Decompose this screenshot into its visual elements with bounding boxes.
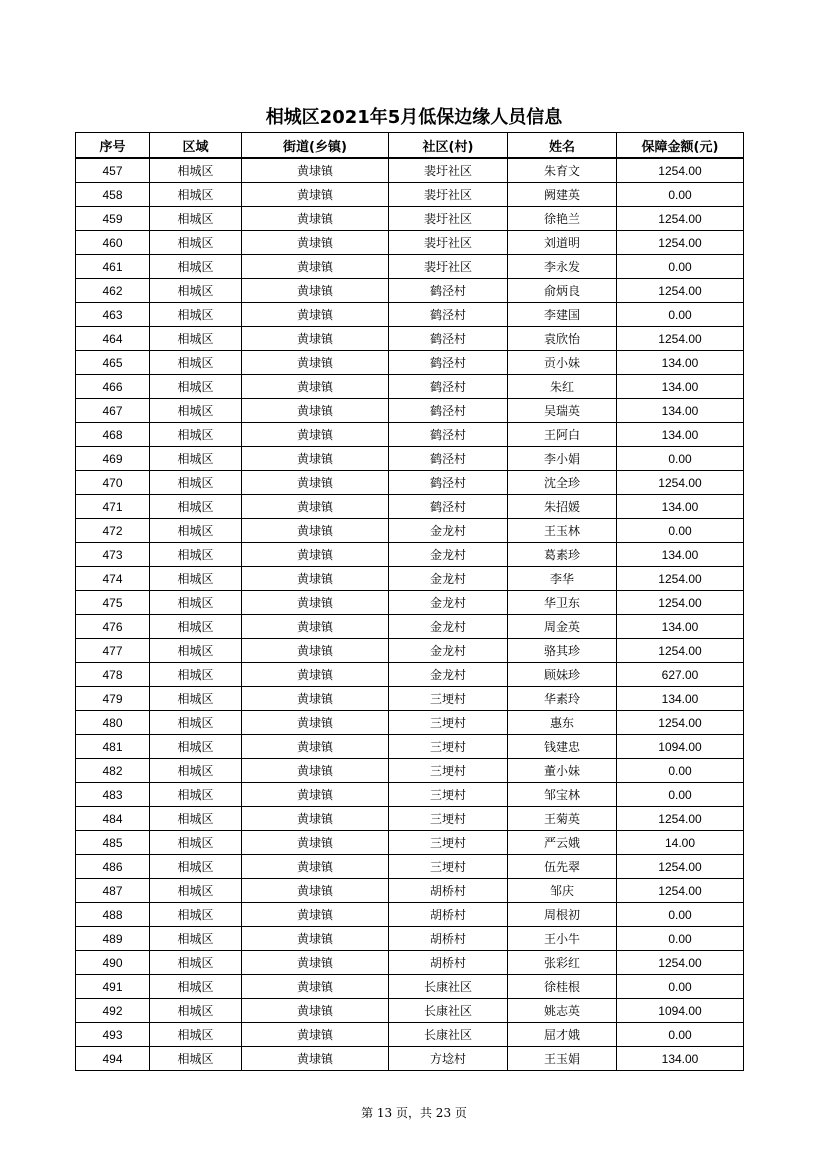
cell-name: 俞炳良 xyxy=(508,279,617,303)
cell-index: 470 xyxy=(76,471,150,495)
cell-name: 屈才娥 xyxy=(508,1023,617,1047)
cell-index: 492 xyxy=(76,999,150,1023)
cell-name: 李建国 xyxy=(508,303,617,327)
cell-name: 朱育文 xyxy=(508,158,617,183)
cell-amount: 1254.00 xyxy=(617,567,744,591)
cell-amount: 134.00 xyxy=(617,423,744,447)
table-row xyxy=(76,735,744,759)
cell-street: 黄埭镇 xyxy=(242,711,389,735)
table-row xyxy=(76,567,744,591)
cell-amount: 0.00 xyxy=(617,975,744,999)
cell-community: 三埂村 xyxy=(389,831,508,855)
cell-community: 鹤泾村 xyxy=(389,471,508,495)
cell-street: 黄埭镇 xyxy=(242,639,389,663)
cell-amount: 0.00 xyxy=(617,255,744,279)
page-title: 相城区2021年5月低保边缘人员信息 xyxy=(265,107,563,128)
cell-amount: 627.00 xyxy=(617,663,744,687)
table-row xyxy=(76,279,744,303)
table-row xyxy=(76,975,744,999)
cell-community: 鹤泾村 xyxy=(389,327,508,351)
cell-district: 相城区 xyxy=(150,591,242,615)
column-header-amount: 保障金额(元) xyxy=(617,133,744,159)
table-row xyxy=(76,158,744,183)
cell-street: 黄埭镇 xyxy=(242,279,389,303)
cell-index: 479 xyxy=(76,687,150,711)
cell-street: 黄埭镇 xyxy=(242,855,389,879)
cell-amount: 134.00 xyxy=(617,1047,744,1071)
cell-index: 472 xyxy=(76,519,150,543)
cell-street: 黄埭镇 xyxy=(242,158,389,183)
cell-street: 黄埭镇 xyxy=(242,351,389,375)
cell-name: 沈全珍 xyxy=(508,471,617,495)
cell-index: 471 xyxy=(76,495,150,519)
cell-street: 黄埭镇 xyxy=(242,903,389,927)
cell-amount: 134.00 xyxy=(617,615,744,639)
cell-name: 姚志英 xyxy=(508,999,617,1023)
cell-name: 王小牛 xyxy=(508,927,617,951)
cell-street: 黄埭镇 xyxy=(242,519,389,543)
cell-index: 476 xyxy=(76,615,150,639)
cell-community: 三埂村 xyxy=(389,711,508,735)
cell-district: 相城区 xyxy=(150,903,242,927)
cell-street: 黄埭镇 xyxy=(242,975,389,999)
cell-community: 鹤泾村 xyxy=(389,351,508,375)
cell-name: 王玉林 xyxy=(508,519,617,543)
cell-index: 461 xyxy=(76,255,150,279)
cell-district: 相城区 xyxy=(150,927,242,951)
cell-community: 金龙村 xyxy=(389,639,508,663)
cell-name: 朱招媛 xyxy=(508,495,617,519)
cell-street: 黄埭镇 xyxy=(242,1047,389,1071)
table-row xyxy=(76,999,744,1023)
cell-name: 惠东 xyxy=(508,711,617,735)
cell-name: 徐艳兰 xyxy=(508,207,617,231)
cell-index: 478 xyxy=(76,663,150,687)
table-row xyxy=(76,759,744,783)
cell-name: 伍先翠 xyxy=(508,855,617,879)
cell-street: 黄埭镇 xyxy=(242,807,389,831)
cell-community: 裴圩社区 xyxy=(389,255,508,279)
cell-street: 黄埭镇 xyxy=(242,183,389,207)
cell-district: 相城区 xyxy=(150,279,242,303)
cell-index: 465 xyxy=(76,351,150,375)
table-row xyxy=(76,303,744,327)
cell-index: 467 xyxy=(76,399,150,423)
cell-name: 王阿白 xyxy=(508,423,617,447)
table-row xyxy=(76,615,744,639)
page-number: 第 13 页，共 23 页 xyxy=(361,1106,467,1120)
cell-amount: 1254.00 xyxy=(617,279,744,303)
cell-amount: 1254.00 xyxy=(617,855,744,879)
cell-district: 相城区 xyxy=(150,975,242,999)
cell-index: 475 xyxy=(76,591,150,615)
cell-district: 相城区 xyxy=(150,399,242,423)
cell-index: 482 xyxy=(76,759,150,783)
cell-community: 长康社区 xyxy=(389,1023,508,1047)
cell-name: 朱红 xyxy=(508,375,617,399)
cell-community: 三埂村 xyxy=(389,759,508,783)
cell-community: 鹤泾村 xyxy=(389,279,508,303)
cell-amount: 1254.00 xyxy=(617,471,744,495)
cell-index: 487 xyxy=(76,879,150,903)
cell-name: 周根初 xyxy=(508,903,617,927)
cell-street: 黄埭镇 xyxy=(242,999,389,1023)
column-header-community: 社区(村) xyxy=(389,133,508,159)
cell-street: 黄埭镇 xyxy=(242,735,389,759)
cell-name: 袁欣怡 xyxy=(508,327,617,351)
cell-district: 相城区 xyxy=(150,831,242,855)
cell-index: 473 xyxy=(76,543,150,567)
cell-community: 金龙村 xyxy=(389,567,508,591)
cell-amount: 0.00 xyxy=(617,447,744,471)
cell-community: 胡桥村 xyxy=(389,951,508,975)
cell-community: 裴圩社区 xyxy=(389,158,508,183)
cell-amount: 1254.00 xyxy=(617,327,744,351)
cell-district: 相城区 xyxy=(150,447,242,471)
cell-district: 相城区 xyxy=(150,495,242,519)
cell-street: 黄埭镇 xyxy=(242,759,389,783)
cell-street: 黄埭镇 xyxy=(242,831,389,855)
cell-name: 钱建忠 xyxy=(508,735,617,759)
cell-name: 周金英 xyxy=(508,615,617,639)
cell-street: 黄埭镇 xyxy=(242,543,389,567)
cell-community: 裴圩社区 xyxy=(389,183,508,207)
table-row xyxy=(76,1023,744,1047)
cell-district: 相城区 xyxy=(150,1047,242,1071)
cell-amount: 1254.00 xyxy=(617,158,744,183)
cell-name: 华素玲 xyxy=(508,687,617,711)
cell-index: 493 xyxy=(76,1023,150,1047)
table-row xyxy=(76,927,744,951)
cell-district: 相城区 xyxy=(150,183,242,207)
cell-community: 方埝村 xyxy=(389,1047,508,1071)
cell-district: 相城区 xyxy=(150,423,242,447)
cell-community: 金龙村 xyxy=(389,591,508,615)
cell-name: 董小妹 xyxy=(508,759,617,783)
cell-district: 相城区 xyxy=(150,759,242,783)
cell-district: 相城区 xyxy=(150,783,242,807)
cell-district: 相城区 xyxy=(150,375,242,399)
cell-district: 相城区 xyxy=(150,231,242,255)
table-row xyxy=(76,903,744,927)
cell-index: 462 xyxy=(76,279,150,303)
table-row xyxy=(76,687,744,711)
cell-index: 494 xyxy=(76,1047,150,1071)
cell-district: 相城区 xyxy=(150,519,242,543)
cell-index: 480 xyxy=(76,711,150,735)
cell-amount: 1254.00 xyxy=(617,807,744,831)
table-row xyxy=(76,879,744,903)
cell-community: 裴圩社区 xyxy=(389,231,508,255)
cell-amount: 0.00 xyxy=(617,1023,744,1047)
cell-community: 金龙村 xyxy=(389,615,508,639)
cell-district: 相城区 xyxy=(150,543,242,567)
cell-index: 466 xyxy=(76,375,150,399)
cell-amount: 1094.00 xyxy=(617,735,744,759)
cell-index: 458 xyxy=(76,183,150,207)
cell-district: 相城区 xyxy=(150,567,242,591)
cell-street: 黄埭镇 xyxy=(242,567,389,591)
cell-amount: 1254.00 xyxy=(617,231,744,255)
cell-street: 黄埭镇 xyxy=(242,327,389,351)
cell-amount: 1094.00 xyxy=(617,999,744,1023)
cell-name: 王菊英 xyxy=(508,807,617,831)
cell-community: 三埂村 xyxy=(389,783,508,807)
cell-amount: 134.00 xyxy=(617,375,744,399)
cell-street: 黄埭镇 xyxy=(242,879,389,903)
cell-index: 483 xyxy=(76,783,150,807)
table-row xyxy=(76,375,744,399)
table-row xyxy=(76,471,744,495)
cell-index: 489 xyxy=(76,927,150,951)
cell-district: 相城区 xyxy=(150,1023,242,1047)
cell-name: 顾妹珍 xyxy=(508,663,617,687)
table-row xyxy=(76,519,744,543)
cell-name: 骆其珍 xyxy=(508,639,617,663)
cell-district: 相城区 xyxy=(150,158,242,183)
cell-amount: 0.00 xyxy=(617,927,744,951)
table-row xyxy=(76,183,744,207)
cell-amount: 134.00 xyxy=(617,543,744,567)
cell-name: 阙建英 xyxy=(508,183,617,207)
cell-index: 468 xyxy=(76,423,150,447)
cell-street: 黄埭镇 xyxy=(242,375,389,399)
cell-community: 胡桥村 xyxy=(389,879,508,903)
cell-district: 相城区 xyxy=(150,855,242,879)
cell-street: 黄埭镇 xyxy=(242,423,389,447)
cell-index: 474 xyxy=(76,567,150,591)
cell-amount: 14.00 xyxy=(617,831,744,855)
cell-amount: 134.00 xyxy=(617,399,744,423)
cell-district: 相城区 xyxy=(150,879,242,903)
cell-index: 463 xyxy=(76,303,150,327)
cell-amount: 0.00 xyxy=(617,183,744,207)
cell-name: 葛素珍 xyxy=(508,543,617,567)
cell-name: 李小娟 xyxy=(508,447,617,471)
cell-amount: 1254.00 xyxy=(617,591,744,615)
cell-community: 裴圩社区 xyxy=(389,207,508,231)
cell-district: 相城区 xyxy=(150,711,242,735)
cell-community: 鹤泾村 xyxy=(389,399,508,423)
cell-index: 490 xyxy=(76,951,150,975)
table-row xyxy=(76,231,744,255)
cell-street: 黄埭镇 xyxy=(242,687,389,711)
cell-district: 相城区 xyxy=(150,327,242,351)
cell-district: 相城区 xyxy=(150,351,242,375)
cell-street: 黄埭镇 xyxy=(242,783,389,807)
cell-district: 相城区 xyxy=(150,999,242,1023)
table-row xyxy=(76,831,744,855)
cell-name: 贡小妹 xyxy=(508,351,617,375)
cell-street: 黄埭镇 xyxy=(242,1023,389,1047)
cell-name: 刘道明 xyxy=(508,231,617,255)
cell-street: 黄埭镇 xyxy=(242,471,389,495)
cell-index: 484 xyxy=(76,807,150,831)
cell-street: 黄埭镇 xyxy=(242,447,389,471)
cell-district: 相城区 xyxy=(150,255,242,279)
cell-index: 464 xyxy=(76,327,150,351)
table-row xyxy=(76,327,744,351)
cell-amount: 1254.00 xyxy=(617,951,744,975)
cell-amount: 0.00 xyxy=(617,903,744,927)
cell-amount: 0.00 xyxy=(617,303,744,327)
cell-index: 477 xyxy=(76,639,150,663)
table-row xyxy=(76,855,744,879)
column-header-street: 街道(乡镇) xyxy=(242,133,389,159)
cell-amount: 1254.00 xyxy=(617,879,744,903)
table-row xyxy=(76,351,744,375)
cell-street: 黄埭镇 xyxy=(242,927,389,951)
cell-index: 459 xyxy=(76,207,150,231)
cell-community: 鹤泾村 xyxy=(389,423,508,447)
cell-amount: 1254.00 xyxy=(617,207,744,231)
cell-index: 457 xyxy=(76,158,150,183)
cell-community: 三埂村 xyxy=(389,735,508,759)
cell-amount: 134.00 xyxy=(617,687,744,711)
cell-name: 邹庆 xyxy=(508,879,617,903)
cell-index: 481 xyxy=(76,735,150,759)
column-header-index: 序号 xyxy=(76,133,150,159)
cell-district: 相城区 xyxy=(150,471,242,495)
cell-street: 黄埭镇 xyxy=(242,495,389,519)
cell-street: 黄埭镇 xyxy=(242,951,389,975)
cell-index: 486 xyxy=(76,855,150,879)
cell-amount: 0.00 xyxy=(617,783,744,807)
column-header-name: 姓名 xyxy=(508,133,617,159)
cell-community: 金龙村 xyxy=(389,519,508,543)
cell-community: 三埂村 xyxy=(389,687,508,711)
table-row xyxy=(76,711,744,735)
cell-community: 鹤泾村 xyxy=(389,375,508,399)
cell-street: 黄埭镇 xyxy=(242,255,389,279)
table-row xyxy=(76,639,744,663)
table-row xyxy=(76,495,744,519)
table-row xyxy=(76,447,744,471)
cell-name: 王玉娟 xyxy=(508,1047,617,1071)
cell-district: 相城区 xyxy=(150,207,242,231)
cell-street: 黄埭镇 xyxy=(242,591,389,615)
cell-community: 金龙村 xyxy=(389,543,508,567)
cell-amount: 1254.00 xyxy=(617,711,744,735)
cell-district: 相城区 xyxy=(150,303,242,327)
cell-index: 488 xyxy=(76,903,150,927)
cell-street: 黄埭镇 xyxy=(242,207,389,231)
table-header-row xyxy=(76,133,744,159)
table-row xyxy=(76,423,744,447)
cell-street: 黄埭镇 xyxy=(242,303,389,327)
table-row xyxy=(76,951,744,975)
cell-name: 邹宝林 xyxy=(508,783,617,807)
cell-community: 胡桥村 xyxy=(389,927,508,951)
cell-district: 相城区 xyxy=(150,663,242,687)
cell-community: 三埂村 xyxy=(389,807,508,831)
cell-district: 相城区 xyxy=(150,735,242,759)
cell-index: 460 xyxy=(76,231,150,255)
cell-community: 鹤泾村 xyxy=(389,495,508,519)
cell-community: 长康社区 xyxy=(389,999,508,1023)
cell-amount: 134.00 xyxy=(617,351,744,375)
cell-community: 鹤泾村 xyxy=(389,447,508,471)
table-row xyxy=(76,399,744,423)
cell-street: 黄埭镇 xyxy=(242,399,389,423)
cell-district: 相城区 xyxy=(150,951,242,975)
cell-street: 黄埭镇 xyxy=(242,615,389,639)
cell-community: 长康社区 xyxy=(389,975,508,999)
cell-name: 严云娥 xyxy=(508,831,617,855)
cell-index: 469 xyxy=(76,447,150,471)
cell-amount: 0.00 xyxy=(617,759,744,783)
table-row xyxy=(76,807,744,831)
table-row xyxy=(76,543,744,567)
cell-name: 华卫东 xyxy=(508,591,617,615)
table-row xyxy=(76,591,744,615)
cell-street: 黄埭镇 xyxy=(242,231,389,255)
cell-district: 相城区 xyxy=(150,615,242,639)
cell-street: 黄埭镇 xyxy=(242,663,389,687)
cell-amount: 1254.00 xyxy=(617,639,744,663)
cell-community: 鹤泾村 xyxy=(389,303,508,327)
cell-name: 徐桂根 xyxy=(508,975,617,999)
table-row xyxy=(76,663,744,687)
table-row xyxy=(76,207,744,231)
cell-amount: 134.00 xyxy=(617,495,744,519)
cell-name: 李华 xyxy=(508,567,617,591)
cell-district: 相城区 xyxy=(150,807,242,831)
cell-name: 李永发 xyxy=(508,255,617,279)
column-header-district: 区域 xyxy=(150,133,242,159)
cell-district: 相城区 xyxy=(150,639,242,663)
table-body xyxy=(76,158,744,1071)
cell-community: 胡桥村 xyxy=(389,903,508,927)
cell-index: 485 xyxy=(76,831,150,855)
cell-index: 491 xyxy=(76,975,150,999)
roster-table xyxy=(75,132,744,1071)
table-row xyxy=(76,1047,744,1071)
cell-community: 三埂村 xyxy=(389,855,508,879)
cell-name: 张彩红 xyxy=(508,951,617,975)
table-row xyxy=(76,783,744,807)
cell-name: 吴瑞英 xyxy=(508,399,617,423)
cell-district: 相城区 xyxy=(150,687,242,711)
table-row xyxy=(76,255,744,279)
cell-community: 金龙村 xyxy=(389,663,508,687)
cell-amount: 0.00 xyxy=(617,519,744,543)
